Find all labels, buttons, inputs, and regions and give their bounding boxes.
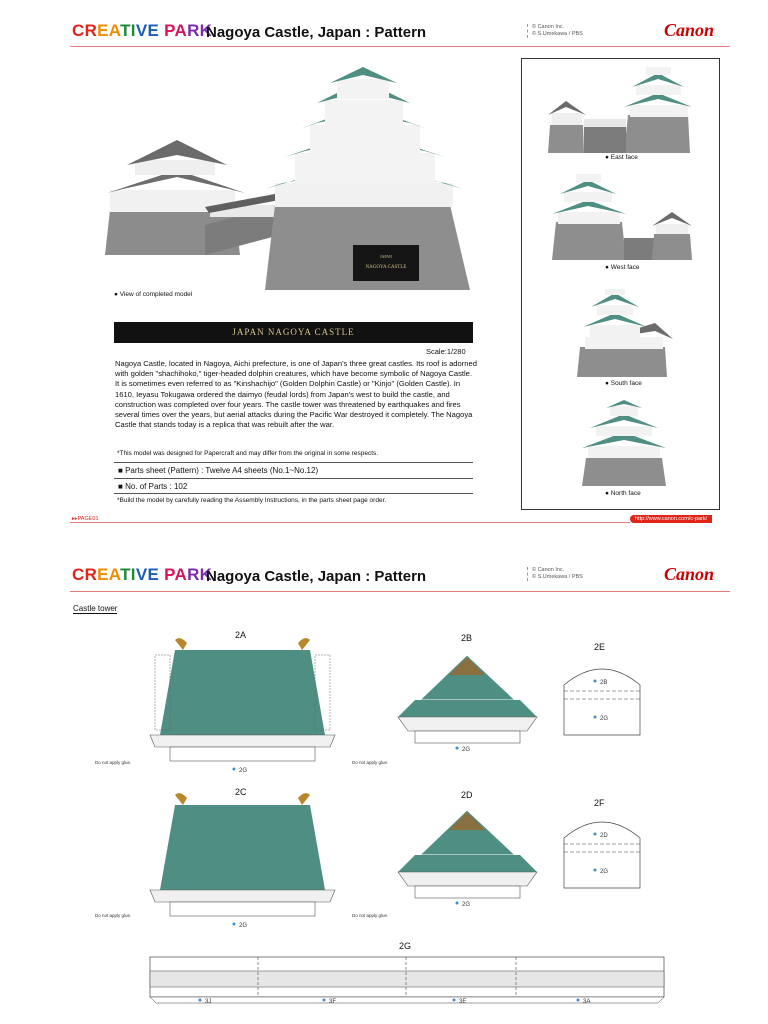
parts-sheet-text: Parts sheet (Pattern) : Twelve A4 sheets (No.1~No.12)	[125, 466, 319, 475]
glue-note: Do not apply glue.	[95, 913, 132, 918]
part-label-2f: 2F	[594, 798, 605, 808]
divider	[114, 478, 473, 479]
creative-park-logo	[72, 565, 212, 585]
part-label-2a: 2A	[235, 630, 247, 640]
part-2e-piece	[562, 655, 642, 737]
num-parts-row: ■ No. of Parts : 102	[118, 482, 188, 491]
tab-label: 2G	[239, 768, 248, 774]
copyright-line: © Canon Inc.	[532, 24, 565, 30]
url-link[interactable]: http://www.canon.com/c-park/	[630, 515, 712, 523]
part-2c-roof	[145, 790, 340, 930]
part-label-2b: 2B	[461, 633, 473, 643]
divider	[114, 462, 473, 463]
caption-main-text: View of completed model	[119, 291, 193, 298]
south-face-image	[575, 287, 675, 379]
glue-note: Do not apply glue.	[352, 760, 389, 765]
logo-part: EA	[97, 565, 121, 584]
canon-logo: Canon	[664, 20, 715, 40]
tab-label: 3J	[205, 999, 212, 1005]
glue-note: Do not apply glue.	[352, 913, 389, 918]
tab-label: 2G	[462, 747, 471, 753]
logo-part: VE	[135, 565, 160, 584]
creative-park-logo	[72, 21, 212, 41]
face-caption-text: East face	[610, 154, 638, 161]
section-title: Castle tower	[73, 604, 118, 613]
logo-part: VE	[135, 21, 160, 40]
logo-part: PA	[159, 565, 188, 584]
caption-main: ● View of completed model	[114, 291, 193, 298]
page-number: ▸▸PAGE01	[72, 516, 99, 522]
canon-logo: Canon	[664, 564, 715, 584]
page-title: Nagoya Castle, Japan : Pattern	[206, 24, 427, 41]
divider	[114, 493, 473, 494]
north-face-image	[580, 400, 670, 488]
parts-sheet-row: ■ Parts sheet (Pattern) : Twelve A4 sheets (No.1~No.12)	[118, 466, 319, 475]
east-face-image	[548, 65, 693, 155]
west-face-image	[550, 172, 695, 262]
part-2b-gable	[395, 645, 540, 755]
completed-model-image	[105, 65, 475, 295]
part-label-2d: 2D	[461, 790, 473, 800]
scale-text: Scale:1/280	[426, 347, 466, 356]
face-caption: ● East face	[605, 154, 638, 161]
page-title: Nagoya Castle, Japan : Pattern	[206, 568, 427, 585]
face-caption: ● North face	[605, 490, 641, 497]
tab-label: 3E	[459, 999, 467, 1005]
description: Nagoya Castle, located in Nagoya, Aichi prefecture, is one of Japan's three great castles. Its roof is adorned with golden "shachihoko," tiger-headed dolphin creatures, which have become symbolic of Nagoya Castle. It is sometimes even referred to as "Kinshachijo" (Golden Dolphin Castle) or "Kinjo" (Golden Castle). In 1610, Ieyasu Tokugawa ordered the daimyo (feudal lords) from Japan's west to build the castle, and construction was completed over four years. The castle tower was threatened by earthquakes and fires several times over the years, but aerial attacks during the Pacific War destroyed it completely. The Nagoya Castle that stands today is a replica that was rebuilt after the war.	[115, 359, 477, 430]
header-divider	[70, 46, 730, 47]
face-caption-text: South face	[610, 380, 642, 387]
sign-line: JAPAN	[379, 254, 393, 259]
copyright-line: © S.Umekawa / PBS	[532, 31, 583, 37]
face-caption-text: West face	[610, 264, 640, 271]
logo-part: EA	[97, 21, 121, 40]
tab-label: 2D	[600, 833, 608, 839]
tab-label: 3F	[329, 999, 337, 1005]
tab-label: 2G	[239, 923, 248, 929]
model-note: *This model was designed for Papercraft and may differ from the original in some respects.	[117, 450, 379, 457]
part-label-2c: 2C	[235, 787, 247, 797]
tab-label: 2G	[600, 869, 609, 875]
copyright	[527, 567, 583, 581]
part-2d-gable	[395, 800, 540, 910]
tab-label: 2G	[600, 716, 609, 722]
title-banner: JAPAN NAGOYA CASTLE	[114, 322, 473, 343]
tab-label: 2B	[600, 680, 608, 686]
logo-part: CR	[72, 21, 98, 40]
logo-part: RK	[187, 565, 213, 584]
part-label-2g: 2G	[399, 941, 412, 951]
logo-part: TI	[120, 565, 136, 584]
part-label-2e: 2E	[594, 642, 606, 652]
face-caption: ● South face	[605, 380, 642, 387]
logo-part: RK	[187, 21, 213, 40]
num-parts-text: No. of Parts : 102	[125, 482, 188, 491]
tab-label: 3A	[583, 999, 591, 1005]
logo-part: TI	[120, 21, 136, 40]
footer-divider	[70, 522, 630, 523]
copyright	[527, 24, 583, 38]
copyright-line: © Canon Inc.	[532, 567, 565, 573]
logo-part: CR	[72, 565, 98, 584]
page-number-text: PAGE01	[77, 516, 99, 522]
part-2g-strip	[148, 955, 666, 1007]
face-caption: ● West face	[605, 264, 640, 271]
face-caption-text: North face	[610, 490, 641, 497]
logo-part: PA	[159, 21, 188, 40]
part-2a-roof	[145, 635, 340, 775]
copyright-line: © S.Umekawa / PBS	[532, 574, 583, 580]
sign-line: NAGOYA CASTLE	[365, 265, 407, 270]
part-2f-piece	[562, 808, 642, 890]
tab-label: 2G	[462, 902, 471, 908]
header-divider	[70, 591, 730, 592]
glue-note: Do not apply glue.	[95, 760, 132, 765]
build-note: *Build the model by carefully reading the Assembly Instructions, in the parts sheet page order.	[117, 497, 387, 504]
